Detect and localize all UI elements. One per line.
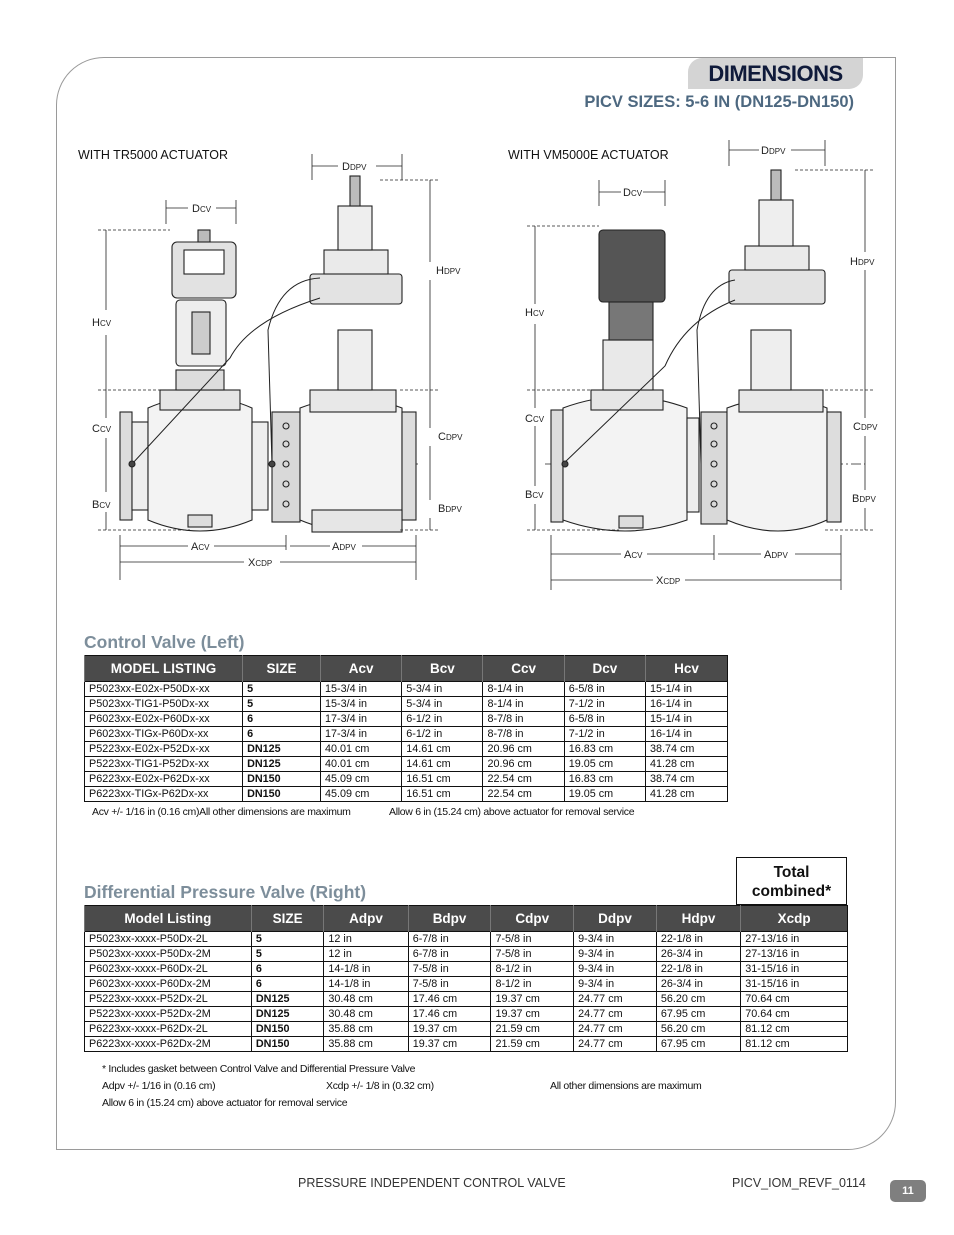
- value-cell: 38.74 cm: [645, 772, 727, 787]
- value-cell: DN125: [243, 757, 321, 772]
- value-cell: 21.59 cm: [491, 1022, 574, 1037]
- hcv-label-right: HCV: [525, 307, 545, 319]
- value-cell: 17-3/4 in: [320, 727, 401, 742]
- value-cell: 14.61 cm: [402, 757, 483, 772]
- adpv-label-left: ADPV: [332, 541, 356, 553]
- value-cell: 24.77 cm: [574, 1037, 657, 1052]
- model-cell: P5223xx-E02x-P52Dx-xx: [85, 742, 243, 757]
- value-cell: DN125: [243, 742, 321, 757]
- value-cell: DN125: [251, 1007, 324, 1022]
- model-cell: P5223xx-xxxx-P52Dx-2L: [85, 992, 252, 1007]
- value-cell: 8-7/8 in: [483, 712, 564, 727]
- value-cell: 6: [251, 962, 324, 977]
- column-header: SIZE: [243, 656, 321, 682]
- value-cell: DN150: [243, 772, 321, 787]
- value-cell: 6: [243, 727, 321, 742]
- table-row: [85, 727, 728, 742]
- dcv-label-right: DCV: [623, 187, 643, 199]
- value-cell: 6-7/8 in: [408, 932, 491, 947]
- value-cell: 6: [251, 977, 324, 992]
- value-cell: DN125: [251, 992, 324, 1007]
- value-cell: 5: [243, 697, 321, 712]
- value-cell: 15-1/4 in: [645, 682, 727, 697]
- value-cell: 5-3/4 in: [402, 682, 483, 697]
- value-cell: 12 in: [324, 932, 408, 947]
- table-row: [85, 757, 728, 772]
- column-header: SIZE: [251, 906, 324, 932]
- hdpv-label-left: HDPV: [436, 265, 461, 277]
- bdpv-label-left: BDPV: [438, 503, 462, 515]
- value-cell: 22.54 cm: [483, 787, 564, 802]
- value-cell: 16.83 cm: [564, 772, 645, 787]
- table-row: [85, 1022, 848, 1037]
- value-cell: 24.77 cm: [574, 992, 657, 1007]
- value-cell: 19.37 cm: [491, 992, 574, 1007]
- dp-note-2b: Xcdp +/- 1/8 in (0.32 cm): [326, 1080, 434, 1092]
- value-cell: 45.09 cm: [320, 787, 401, 802]
- column-header: Hcv: [645, 656, 727, 682]
- total-label: Total: [773, 864, 810, 881]
- dp-valve-title: Differential Pressure Valve (Right): [84, 882, 367, 902]
- value-cell: 41.28 cm: [645, 787, 727, 802]
- table-row: [85, 1007, 848, 1022]
- value-cell: 6-1/2 in: [402, 712, 483, 727]
- value-cell: 8-1/4 in: [483, 697, 564, 712]
- value-cell: 7-5/8 in: [491, 947, 574, 962]
- xcdp-label-right: XCDP: [656, 575, 681, 587]
- column-header: Bdpv: [408, 906, 491, 932]
- table-row: [85, 932, 848, 947]
- left-diagram-caption: WITH TR5000 ACTUATOR: [78, 148, 229, 162]
- value-cell: 70.64 cm: [741, 992, 848, 1007]
- table-row: [85, 1037, 848, 1052]
- value-cell: 22-1/8 in: [656, 962, 740, 977]
- control-valve-table: [84, 655, 728, 802]
- page-number: 11: [890, 1180, 926, 1202]
- model-cell: P6223xx-E02x-P62Dx-xx: [85, 772, 243, 787]
- value-cell: 7-5/8 in: [408, 962, 491, 977]
- value-cell: 30.48 cm: [324, 992, 408, 1007]
- model-cell: P6023xx-TIGx-P60Dx-xx: [85, 727, 243, 742]
- table-row: [85, 742, 728, 757]
- value-cell: 9-3/4 in: [574, 977, 657, 992]
- value-cell: 67.95 cm: [656, 1007, 740, 1022]
- value-cell: DN150: [243, 787, 321, 802]
- hdpv-label-right: HDPV: [850, 256, 875, 268]
- control-valve-title: Control Valve (Left): [84, 632, 245, 652]
- table-row: [85, 787, 728, 802]
- dp-note-3: Allow 6 in (15.24 cm) above actuator for removal service: [102, 1097, 348, 1109]
- table-row: [85, 712, 728, 727]
- cdpv-label-left: CDPV: [438, 431, 463, 443]
- combined-label: combined*: [751, 883, 832, 900]
- right-valve-diagram: [515, 140, 895, 600]
- value-cell: 26-3/4 in: [656, 977, 740, 992]
- model-cell: P5023xx-TIG1-P50Dx-xx: [85, 697, 243, 712]
- model-cell: P6223xx-TIGx-P62Dx-xx: [85, 787, 243, 802]
- ddpv-label-left: DDPV: [342, 161, 367, 173]
- model-cell: P6023xx-xxxx-P60Dx-2M: [85, 977, 252, 992]
- model-cell: P6023xx-xxxx-P60Dx-2L: [85, 962, 252, 977]
- value-cell: 17-3/4 in: [320, 712, 401, 727]
- ccv-label-left: CCV: [92, 423, 112, 435]
- value-cell: 26-3/4 in: [656, 947, 740, 962]
- value-cell: 31-15/16 in: [741, 962, 848, 977]
- value-cell: 14.61 cm: [402, 742, 483, 757]
- model-cell: P5023xx-xxxx-P50Dx-2M: [85, 947, 252, 962]
- page-subtitle: PICV SIZES: 5-6 IN (DN125-DN150): [584, 93, 854, 111]
- value-cell: 19.37 cm: [408, 1037, 491, 1052]
- column-header: Adpv: [324, 906, 408, 932]
- value-cell: 6-7/8 in: [408, 947, 491, 962]
- bdpv-label-right: BDPV: [852, 493, 876, 505]
- footer-title: PRESSURE INDEPENDENT CONTROL VALVE: [298, 1176, 566, 1190]
- value-cell: 35.88 cm: [324, 1037, 408, 1052]
- value-cell: 22.54 cm: [483, 772, 564, 787]
- value-cell: 15-3/4 in: [320, 682, 401, 697]
- value-cell: 35.88 cm: [324, 1022, 408, 1037]
- value-cell: 70.64 cm: [741, 1007, 848, 1022]
- bcv-label-left: BCV: [92, 499, 111, 511]
- value-cell: 67.95 cm: [656, 1037, 740, 1052]
- value-cell: DN150: [251, 1037, 324, 1052]
- value-cell: 40.01 cm: [320, 742, 401, 757]
- value-cell: 16.51 cm: [402, 787, 483, 802]
- value-cell: 16.51 cm: [402, 772, 483, 787]
- model-cell: P6223xx-xxxx-P62Dx-2M: [85, 1037, 252, 1052]
- cv-note-right: Allow 6 in (15.24 cm) above actuator for removal service: [389, 806, 635, 818]
- model-cell: P5023xx-E02x-P50Dx-xx: [85, 682, 243, 697]
- value-cell: 6-5/8 in: [564, 712, 645, 727]
- right-diagram-caption: WITH VM5000E ACTUATOR: [508, 148, 669, 162]
- value-cell: 15-3/4 in: [320, 697, 401, 712]
- value-cell: 19.05 cm: [564, 787, 645, 802]
- table-row: [85, 977, 848, 992]
- value-cell: 8-1/2 in: [491, 977, 574, 992]
- value-cell: 38.74 cm: [645, 742, 727, 757]
- value-cell: 7-5/8 in: [491, 932, 574, 947]
- dp-note-2c: All other dimensions are maximum: [550, 1080, 702, 1092]
- value-cell: 24.77 cm: [574, 1022, 657, 1037]
- title-tab: [688, 58, 863, 89]
- value-cell: 56.20 cm: [656, 1022, 740, 1037]
- value-cell: 14-1/8 in: [324, 977, 408, 992]
- column-header: Dcv: [564, 656, 645, 682]
- left-valve-diagram: [80, 150, 480, 590]
- model-cell: P6223xx-xxxx-P62Dx-2L: [85, 1022, 252, 1037]
- acv-label-left: ACV: [191, 541, 210, 553]
- table-header-row: [85, 906, 848, 932]
- adpv-label-right: ADPV: [764, 549, 788, 561]
- dp-note-2a: Adpv +/- 1/16 in (0.16 cm): [102, 1080, 216, 1092]
- hcv-label-left: HCV: [92, 317, 112, 329]
- value-cell: 6-5/8 in: [564, 682, 645, 697]
- value-cell: 16-1/4 in: [645, 727, 727, 742]
- column-header: Cdpv: [491, 906, 574, 932]
- column-header: Hdpv: [656, 906, 740, 932]
- footer-doc-id: PICV_IOM_REVF_0114: [732, 1176, 866, 1190]
- dp-valve-table: [84, 905, 848, 1052]
- value-cell: 5-3/4 in: [402, 697, 483, 712]
- page-title: DIMENSIONS: [708, 60, 843, 86]
- dp-note-1: * Includes gasket between Control Valve and Differential Pressure Valve: [102, 1063, 416, 1075]
- model-cell: P5023xx-xxxx-P50Dx-2L: [85, 932, 252, 947]
- column-header: Ddpv: [574, 906, 657, 932]
- column-header: Model Listing: [85, 906, 252, 932]
- value-cell: 30.48 cm: [324, 1007, 408, 1022]
- value-cell: DN150: [251, 1022, 324, 1037]
- value-cell: 81.12 cm: [741, 1037, 848, 1052]
- value-cell: 9-3/4 in: [574, 947, 657, 962]
- table-header-row: [85, 656, 728, 682]
- value-cell: 7-1/2 in: [564, 697, 645, 712]
- value-cell: 20.96 cm: [483, 742, 564, 757]
- cv-note-left: Acv +/- 1/16 in (0.16 cm)All other dimensions are maximum: [92, 806, 351, 818]
- value-cell: 16.83 cm: [564, 742, 645, 757]
- value-cell: 8-1/2 in: [491, 962, 574, 977]
- model-cell: P6023xx-E02x-P60Dx-xx: [85, 712, 243, 727]
- value-cell: 19.37 cm: [491, 1007, 574, 1022]
- value-cell: 24.77 cm: [574, 1007, 657, 1022]
- value-cell: 81.12 cm: [741, 1022, 848, 1037]
- value-cell: 7-5/8 in: [408, 977, 491, 992]
- value-cell: 6-1/2 in: [402, 727, 483, 742]
- value-cell: 9-3/4 in: [574, 932, 657, 947]
- table-row: [85, 947, 848, 962]
- value-cell: 8-7/8 in: [483, 727, 564, 742]
- value-cell: 27-13/16 in: [741, 947, 848, 962]
- value-cell: 31-15/16 in: [741, 977, 848, 992]
- cdpv-label-right: CDPV: [853, 421, 878, 433]
- ddpv-label-right: DDPV: [761, 145, 786, 157]
- value-cell: 40.01 cm: [320, 757, 401, 772]
- xcdp-label-left: XCDP: [248, 557, 273, 569]
- value-cell: 19.37 cm: [408, 1022, 491, 1037]
- value-cell: 12 in: [324, 947, 408, 962]
- value-cell: 9-3/4 in: [574, 962, 657, 977]
- dcv-label-left: DCV: [192, 203, 212, 215]
- value-cell: 5: [251, 932, 324, 947]
- value-cell: 22-1/8 in: [656, 932, 740, 947]
- table-row: [85, 962, 848, 977]
- value-cell: 20.96 cm: [483, 757, 564, 772]
- ccv-label-right: CCV: [525, 413, 545, 425]
- table-row: [85, 682, 728, 697]
- value-cell: 6: [243, 712, 321, 727]
- value-cell: 56.20 cm: [656, 992, 740, 1007]
- acv-label-right: ACV: [624, 549, 643, 561]
- column-header: MODEL LISTING: [85, 656, 243, 682]
- value-cell: 41.28 cm: [645, 757, 727, 772]
- column-header: Ccv: [483, 656, 564, 682]
- column-header: Xcdp: [741, 906, 848, 932]
- value-cell: 17.46 cm: [408, 1007, 491, 1022]
- table-row: [85, 697, 728, 712]
- total-combined-box: [736, 857, 847, 905]
- value-cell: 16-1/4 in: [645, 697, 727, 712]
- model-cell: P5223xx-TIG1-P52Dx-xx: [85, 757, 243, 772]
- value-cell: 19.05 cm: [564, 757, 645, 772]
- value-cell: 27-13/16 in: [741, 932, 848, 947]
- value-cell: 8-1/4 in: [483, 682, 564, 697]
- column-header: Bcv: [402, 656, 483, 682]
- model-cell: P5223xx-xxxx-P52Dx-2M: [85, 1007, 252, 1022]
- value-cell: 17.46 cm: [408, 992, 491, 1007]
- value-cell: 7-1/2 in: [564, 727, 645, 742]
- value-cell: 45.09 cm: [320, 772, 401, 787]
- column-header: Acv: [320, 656, 401, 682]
- value-cell: 5: [243, 682, 321, 697]
- value-cell: 15-1/4 in: [645, 712, 727, 727]
- value-cell: 14-1/8 in: [324, 962, 408, 977]
- value-cell: 5: [251, 947, 324, 962]
- bcv-label-right: BCV: [525, 489, 544, 501]
- table-row: [85, 992, 848, 1007]
- table-row: [85, 772, 728, 787]
- value-cell: 21.59 cm: [491, 1037, 574, 1052]
